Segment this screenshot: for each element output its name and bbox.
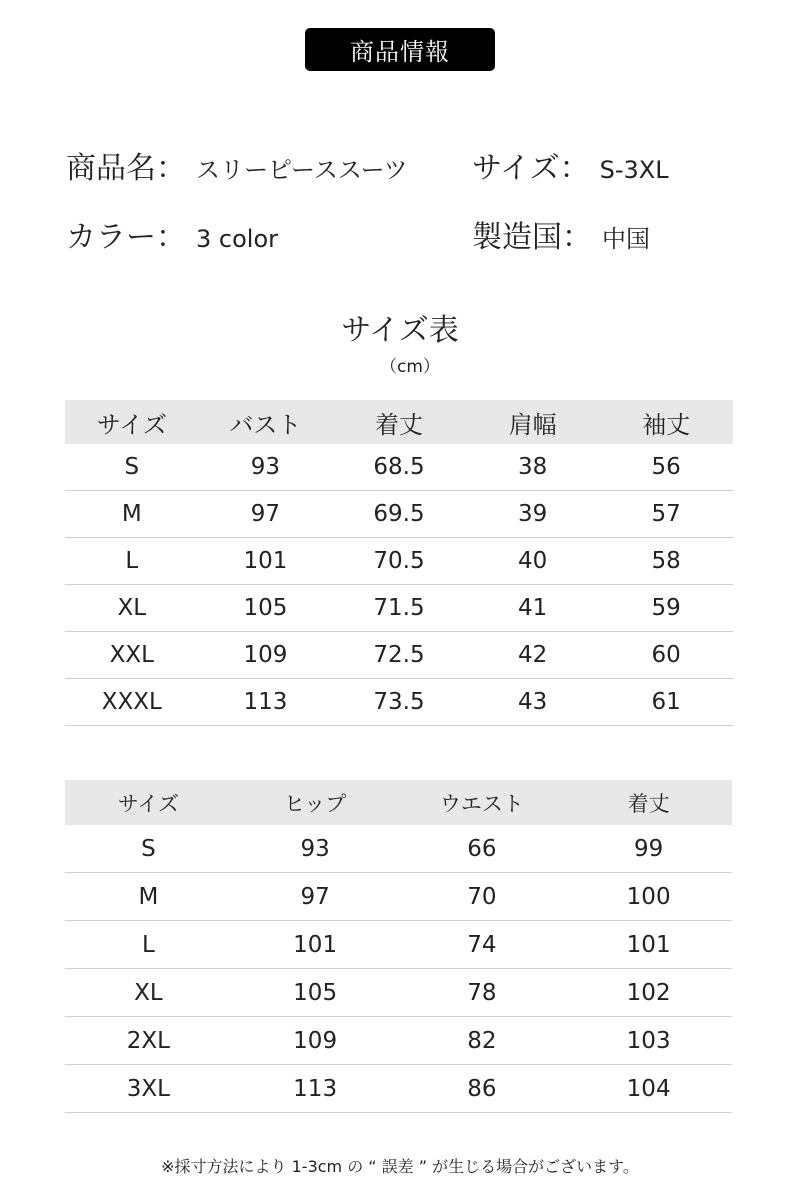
table-cell: 68.5 xyxy=(332,444,466,491)
table-cell: 60 xyxy=(599,632,733,679)
table-cell: 74 xyxy=(399,921,566,969)
table-cell: 39 xyxy=(466,491,600,538)
table-cell: 102 xyxy=(565,969,732,1017)
table-cell: 86 xyxy=(399,1065,566,1113)
table-cell: 71.5 xyxy=(332,585,466,632)
table-cell: XXL xyxy=(65,632,199,679)
table-row xyxy=(65,585,733,632)
table-cell: L xyxy=(65,538,199,585)
product-name-value: スリーピーススーツ xyxy=(196,156,408,184)
origin-value: 中国 xyxy=(602,225,650,253)
table-row xyxy=(65,538,733,585)
product-name-label: 商品名 xyxy=(66,151,156,186)
column-header: 着丈 xyxy=(332,400,466,444)
table-row xyxy=(65,491,733,538)
table-row xyxy=(65,632,733,679)
colon: ： xyxy=(562,220,592,255)
column-header: ヒップ xyxy=(232,780,399,825)
size-range-row xyxy=(472,143,669,187)
table-cell: XL xyxy=(65,969,232,1017)
table-cell: 43 xyxy=(466,679,600,726)
table-row xyxy=(65,444,733,491)
table-cell: 109 xyxy=(199,632,333,679)
size-value: S-3XL xyxy=(599,156,669,184)
bottom-size-table xyxy=(65,780,732,1113)
table-cell: 41 xyxy=(466,585,600,632)
table-cell: 101 xyxy=(199,538,333,585)
table-cell: 3XL xyxy=(65,1065,232,1113)
table-row xyxy=(65,1065,732,1113)
origin-label: 製造国 xyxy=(472,220,562,255)
table-cell: M xyxy=(65,491,199,538)
table-cell: 82 xyxy=(399,1017,566,1065)
table-cell: S xyxy=(65,825,232,873)
table-cell: 103 xyxy=(565,1017,732,1065)
table-cell: 97 xyxy=(199,491,333,538)
section-badge: 商品情報 xyxy=(305,28,495,71)
table-cell: 104 xyxy=(565,1065,732,1113)
color-value: 3 color xyxy=(196,225,278,253)
column-header: 着丈 xyxy=(565,780,732,825)
table-row xyxy=(65,825,732,873)
colon: ： xyxy=(559,151,590,186)
table-cell: 93 xyxy=(232,825,399,873)
table-cell: 40 xyxy=(466,538,600,585)
table-cell: 58 xyxy=(599,538,733,585)
table-cell: 73.5 xyxy=(332,679,466,726)
table-cell: 109 xyxy=(232,1017,399,1065)
size-chart-title: サイズ表 xyxy=(341,313,459,348)
color-label: カラー xyxy=(66,220,156,255)
size-label: サイズ xyxy=(472,151,560,186)
table-cell: 97 xyxy=(232,873,399,921)
table-cell: 72.5 xyxy=(332,632,466,679)
table-row xyxy=(65,873,732,921)
measurement-note: ※採寸方法により 1-3cm の “ 誤差 ” が生じる場合がございます。 xyxy=(161,1157,639,1176)
table-row xyxy=(65,1017,732,1065)
colon: ： xyxy=(156,151,186,186)
table-cell: 69.5 xyxy=(332,491,466,538)
table-cell: 93 xyxy=(199,444,333,491)
table-cell: XXXL xyxy=(65,679,199,726)
table-cell: 56 xyxy=(599,444,733,491)
table-cell: 113 xyxy=(232,1065,399,1113)
table-cell: 70 xyxy=(399,873,566,921)
table-cell: 101 xyxy=(232,921,399,969)
table-row xyxy=(65,969,732,1017)
table-cell: 61 xyxy=(599,679,733,726)
table-row xyxy=(65,921,732,969)
table-cell: 78 xyxy=(399,969,566,1017)
size-chart-unit: （cm） xyxy=(380,357,440,377)
table-cell: 100 xyxy=(565,873,732,921)
table-cell: S xyxy=(65,444,199,491)
table-cell: XL xyxy=(65,585,199,632)
top-size-table xyxy=(65,400,733,726)
color-row xyxy=(66,212,278,256)
column-header: バスト xyxy=(199,400,333,444)
table-header-row xyxy=(65,780,732,825)
table-cell: 99 xyxy=(565,825,732,873)
column-header: サイズ xyxy=(65,780,232,825)
column-header: サイズ xyxy=(65,400,199,444)
table-row xyxy=(65,679,733,726)
table-cell: 70.5 xyxy=(332,538,466,585)
column-header: 袖丈 xyxy=(599,400,733,444)
table-cell: 66 xyxy=(399,825,566,873)
product-name-row xyxy=(66,143,408,187)
table-cell: 101 xyxy=(565,921,732,969)
column-header: 肩幅 xyxy=(466,400,600,444)
table-cell: L xyxy=(65,921,232,969)
colon: ： xyxy=(156,220,186,255)
table-cell: 2XL xyxy=(65,1017,232,1065)
table-header-row xyxy=(65,400,733,444)
table-cell: 38 xyxy=(466,444,600,491)
column-header: ウエスト xyxy=(399,780,566,825)
table-cell: 113 xyxy=(199,679,333,726)
table-cell: 105 xyxy=(232,969,399,1017)
origin-row xyxy=(472,212,650,256)
table-cell: 57 xyxy=(599,491,733,538)
table-cell: M xyxy=(65,873,232,921)
table-cell: 42 xyxy=(466,632,600,679)
table-cell: 105 xyxy=(199,585,333,632)
table-cell: 59 xyxy=(599,585,733,632)
